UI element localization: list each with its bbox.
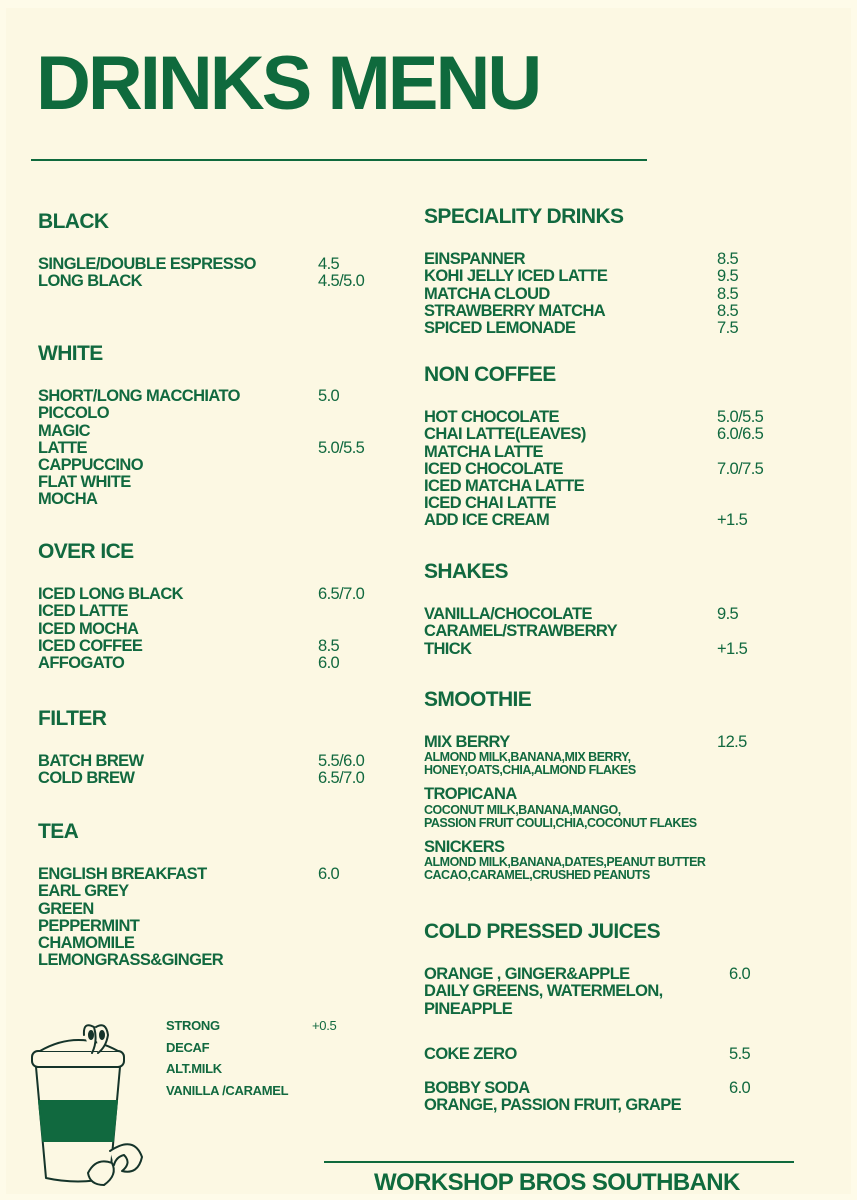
item-name: MATCHA LATTE [424,442,543,461]
menu-item [424,1097,681,1114]
menu-item [424,495,586,512]
extra-price: +0.5 [312,1018,337,1033]
item-price: 6.0 [318,865,340,884]
item-name: STRAWBERRY MATCHA [424,301,606,320]
item-ingredients: HONEY,OATS,CHIA,ALMOND FLAKES [424,763,636,778]
menu-item [38,883,223,900]
menu-item [424,250,739,269]
section-title: BLACK [38,210,109,233]
menu-item [424,267,739,286]
item-name: CHAI LATTE(LEAVES) [424,425,586,444]
menu-item [38,438,365,457]
menu-item [424,1045,751,1063]
item-name: ICED CHOCOLATE [424,459,563,478]
section-shakes [424,560,748,658]
section-smoothie [424,688,747,891]
section-white [38,342,365,509]
extra-item [166,1015,337,1037]
item-name: HOT CHOCOLATE [424,408,559,427]
page-title: DRINKS MENU [36,41,540,126]
item-name: EINSPANNER [424,250,525,269]
menu-item [38,621,183,638]
item-ingredients: COCONUT MILK,BANANA,MANGO, [424,802,621,817]
item-name: FLAT WHITE [38,473,131,492]
menu-item [424,478,586,495]
item-name: COLD BREW [38,769,135,788]
menu-item [38,653,340,672]
menu-item [424,318,739,337]
item-price: 5.5/6.0 [318,752,365,771]
smoothie-item [424,839,705,882]
item-name: ICED CHAI LATTE [424,494,556,513]
item-name: MIX BERRY [424,733,510,752]
menu-item [424,983,663,1000]
item-name: CAPPUCCINO [38,455,143,474]
item-name: ADD ICE CREAM [424,511,550,530]
item-name: KOHI JELLY ICED LATTE [424,267,608,286]
extra-item [166,1037,288,1059]
item-name: MATCHA CLOUD [424,284,550,303]
item-name: ICED LONG BLACK [38,585,183,604]
item-name: LEMONGRASS&GINGER [38,951,224,970]
section-title: TEA [38,820,79,843]
smoothie-name-row [424,733,747,752]
section-black [38,210,365,291]
menu-item [38,272,365,291]
section-title: OVER ICE [38,540,134,563]
menu-item [424,623,617,640]
item-price: 8.5 [717,250,739,269]
item-ingredients: PASSION FRUIT COULI,CHIA,COCONUT FLAKES [424,815,697,830]
title-divider [31,159,647,161]
footer-divider [324,1161,794,1163]
item-price: 12.5 [717,733,747,752]
section-filter [38,707,365,788]
menu-item [424,425,764,444]
menu-item [38,491,240,508]
menu-item [424,605,739,624]
footer-location: WORKSHOP BROS SOUTHBANK [374,1169,740,1196]
item-name: PINEAPPLE [424,999,513,1018]
item-price: 8.5 [717,284,739,303]
menu-page [6,8,851,1194]
item-price: 7.0/7.5 [717,459,764,478]
extra-name: VANILLA /CARAMEL [166,1082,289,1098]
item-name: EARL GREY [38,882,129,901]
menu-item [424,511,748,530]
item-name: PICCOLO [38,404,109,423]
menu-item [38,255,340,274]
section-title: WHITE [38,342,103,365]
section-title: COLD PRESSED JUICES [424,920,660,943]
extras-list [166,1015,337,1101]
menu-item [38,935,223,952]
item-name: SNICKERS [424,837,505,856]
item-price: 9.5 [717,267,739,286]
section-cold-pressed-juices [424,920,751,1018]
item-name: GREEN [38,899,94,918]
item-name: TROPICANA [424,785,517,804]
menu-item [38,405,240,422]
section-non-coffee [424,363,764,530]
section-title: SHAKES [424,560,508,583]
item-name: ORANGE, PASSION FRUIT, GRAPE [424,1096,682,1115]
item-name: SPICED LEMONADE [424,318,576,337]
section-title: SPECIALITY DRINKS [424,205,624,228]
menu-item [424,1001,663,1018]
menu-item [38,423,240,440]
item-name: SHORT/LONG MACCHIATO [38,387,240,406]
item-name: THICK [424,639,472,658]
section-title: FILTER [38,707,107,730]
smoothie-name-row [424,786,705,803]
item-price: 6.0 [729,965,751,984]
menu-item [424,301,739,320]
item-name: COKE ZERO [424,1045,517,1063]
menu-item [38,918,223,935]
item-price: 7.5 [717,318,739,337]
item-name: ICED COFFEE [38,636,143,655]
item-price: +1.5 [717,639,748,658]
item-ingredients: ALMOND MILK,BANANA,DATES,PEANUT BUTTER [424,854,706,869]
menu-item [424,408,764,427]
soft-drinks [424,1045,751,1115]
menu-item [424,284,739,303]
extra-item [166,1058,288,1080]
menu-item [38,901,223,918]
item-price: 5.0/5.5 [717,408,764,427]
item-price: 6.0/6.5 [717,425,764,444]
item-name: ENGLISH BREAKFAST [38,865,207,884]
menu-item [38,752,365,771]
item-ingredients: CACAO,CARAMEL,CRUSHED PEANUTS [424,867,650,882]
item-name: BOBBY SODA [424,1079,530,1098]
item-name: ICED MATCHA LATTE [424,476,584,495]
item-name: ORANGE , GINGER&APPLE [424,965,630,984]
menu-item [38,952,223,969]
smoothie-item [424,733,747,778]
menu-item [38,585,365,604]
menu-item [38,457,240,474]
item-price: 6.5/7.0 [318,769,365,788]
smoothie-item [424,786,705,829]
item-ingredients: ALMOND MILK,BANANA,MIX BERRY, [424,750,631,765]
item-name: SINGLE/DOUBLE ESPRESSO [38,255,256,274]
item-price: 8.5 [318,636,340,655]
item-price: 5.0 [318,387,340,406]
item-name: DAILY GREENS, WATERMELON, [424,982,663,1001]
item-name: CHAMOMILE [38,933,135,952]
menu-item [38,474,240,491]
item-name: AFFOGATO [38,653,125,672]
item-price: 6.0 [729,1079,751,1098]
item-price: +1.5 [717,511,748,530]
item-name: BATCH BREW [38,752,144,771]
item-price: 4.5 [318,255,340,274]
smoothie-name-row [424,839,705,856]
item-price: 4.5/5.0 [318,272,365,291]
section-speciality-drinks [424,205,739,337]
item-name: VANILLA/CHOCOLATE [424,605,592,624]
extra-name: ALT.MILK [166,1061,222,1076]
section-over-ice [38,540,365,672]
item-price: 5.0/5.5 [318,438,365,457]
item-name: LONG BLACK [38,272,142,291]
section-title: SMOOTHIE [424,688,532,711]
menu-item [424,1079,751,1098]
menu-item [38,603,183,620]
menu-item [424,639,748,658]
item-name: MAGIC [38,421,90,440]
extra-name: STRONG [166,1018,220,1033]
item-name: PEPPERMINT [38,916,140,935]
menu-item [38,387,340,406]
extra-item [166,1080,288,1102]
menu-item [38,769,365,788]
item-name: LATTE [38,438,87,457]
menu-item [424,965,751,984]
section-tea [38,820,340,970]
extra-name: DECAF [166,1039,210,1055]
menu-item [424,444,586,461]
menu-item [38,865,340,884]
menu-item [38,636,340,655]
item-price: 6.5/7.0 [318,585,365,604]
item-name: CARAMEL/STRAWBERRY [424,622,618,641]
item-price: 8.5 [717,301,739,320]
coffee-cup-mascot-icon [26,1023,151,1193]
item-price: 9.5 [717,605,739,624]
item-name: ICED LATTE [38,602,128,621]
item-name: MOCHA [38,490,98,509]
item-price: 5.5 [729,1045,751,1063]
section-title: NON COFFEE [424,363,556,386]
menu-item [424,459,764,478]
item-price: 6.0 [318,653,340,672]
item-name: ICED MOCHA [38,619,139,638]
